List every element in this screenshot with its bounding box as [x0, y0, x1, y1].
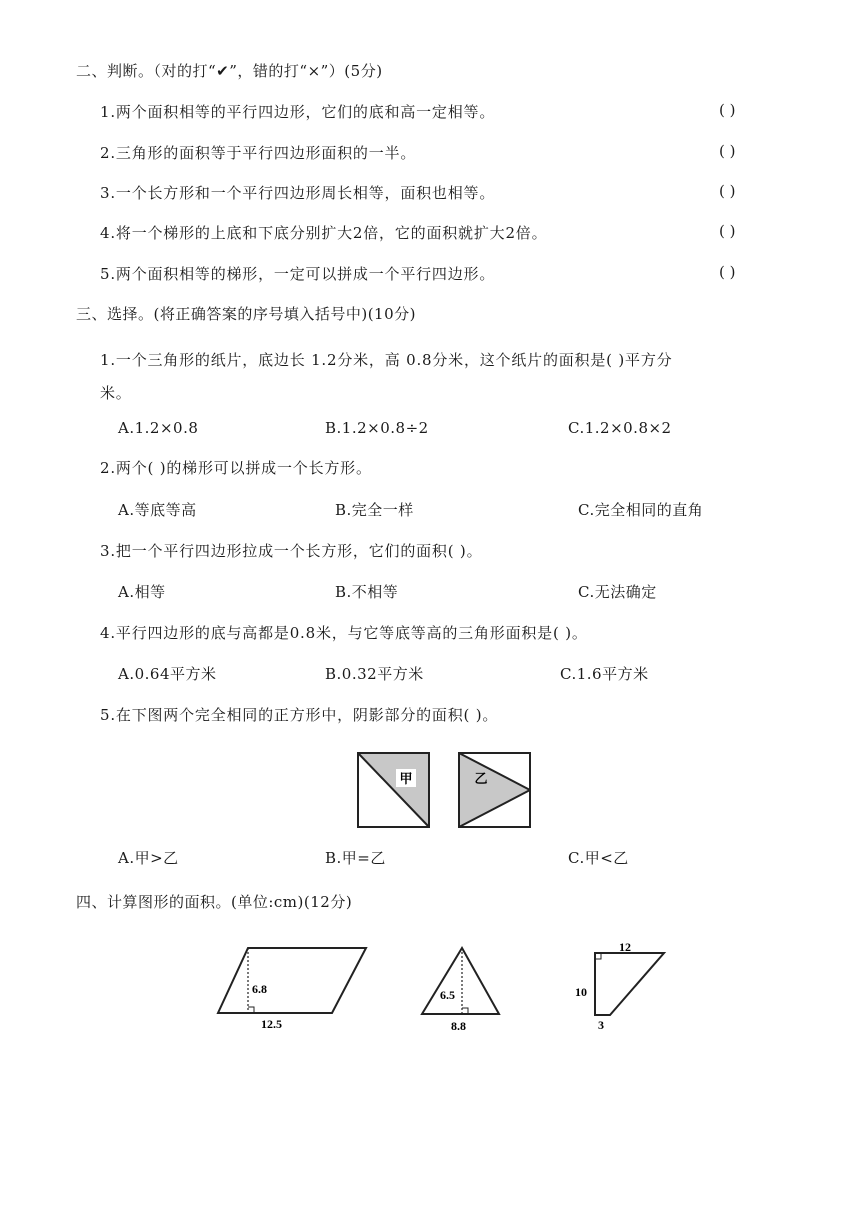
answer-paren-3[interactable]: ( ): [719, 182, 736, 200]
judge-item-2: 2.三角形的面积等于平行四边形面积的一半。: [100, 144, 417, 162]
q3-option-a: A.相等: [118, 583, 166, 601]
q1-option-c: C.1.2×0.8×2: [568, 419, 672, 437]
label-jia: 甲: [399, 772, 413, 787]
triangle-base-label: 8.8: [451, 1019, 466, 1033]
q4-option-a: A.0.64平方米: [118, 665, 217, 683]
answer-paren-5[interactable]: ( ): [719, 263, 736, 281]
judge-item-1: 1.两个面积相等的平行四边形，它们的底和高一定相等。: [100, 103, 496, 121]
q1-option-a: A.1.2×0.8: [118, 419, 199, 437]
shaded-triangle-yi: [459, 753, 530, 827]
choice-question-5: 5.在下图两个完全相同的正方形中，阴影部分的面积( )。: [100, 706, 499, 724]
trapezoid-bottom-label: 3: [598, 1018, 604, 1032]
triangle-figure: [418, 944, 518, 1034]
section-2-heading: 二、判断。（对的打“✔”，错的打“×”）(5分): [76, 62, 383, 80]
parallelogram-figure: [214, 944, 369, 1034]
trapezoid-height-label: 10: [575, 985, 587, 999]
label-yi: 乙: [474, 772, 488, 787]
q3-option-c: C.无法确定: [578, 583, 657, 601]
two-squares-figure: [354, 751, 534, 831]
q4-option-b: B.0.32平方米: [325, 665, 424, 683]
judge-item-3: 3.一个长方形和一个平行四边形周长相等，面积也相等。: [100, 184, 496, 202]
parallelogram-base-label: 12.5: [261, 1017, 282, 1031]
judge-item-4: 4.将一个梯形的上底和下底分别扩大2倍，它的面积就扩大2倍。: [100, 224, 548, 242]
q5-option-a: A.甲>乙: [118, 849, 179, 867]
section-3-heading: 三、选择。(将正确答案的序号填入括号中)(10分): [76, 305, 416, 323]
triangle-shape: [422, 948, 499, 1014]
answer-paren-4[interactable]: ( ): [719, 222, 736, 240]
answer-paren-2[interactable]: ( ): [719, 142, 736, 160]
q5-option-b: B.甲=乙: [325, 849, 386, 867]
triangle-height-label: 6.5: [440, 988, 455, 1002]
choice-question-4: 4.平行四边形的底与高都是0.8米，与它等底等高的三角形面积是( )。: [100, 624, 588, 642]
judge-item-5: 5.两个面积相等的梯形，一定可以拼成一个平行四边形。: [100, 265, 496, 283]
trapezoid-top-label: 12: [619, 940, 631, 954]
q2-option-b: B.完全一样: [335, 501, 414, 519]
choice-question-3: 3.把一个平行四边形拉成一个长方形，它们的面积( )。: [100, 542, 483, 560]
trapezoid-shape: [595, 953, 664, 1015]
q3-option-b: B.不相等: [335, 583, 399, 601]
answer-paren-1[interactable]: ( ): [719, 101, 736, 119]
trapezoid-figure: [570, 940, 670, 1035]
choice-question-2: 2.两个( )的梯形可以拼成一个长方形。: [100, 459, 372, 477]
q2-option-c: C.完全相同的直角: [578, 501, 704, 519]
q4-option-c: C.1.6平方米: [560, 665, 649, 683]
q1-option-b: B.1.2×0.8÷2: [325, 419, 429, 437]
parallelogram-shape: [218, 948, 366, 1013]
q5-option-c: C.甲<乙: [568, 849, 629, 867]
q2-option-a: A.等底等高: [118, 501, 197, 519]
section-4-heading: 四、计算图形的面积。(单位:cm)(12分): [76, 893, 353, 911]
parallelogram-height-label: 6.8: [252, 982, 267, 996]
choice-question-1-cont: 米。: [100, 384, 132, 402]
choice-question-1: 1.一个三角形的纸片，底边长 1.2分米，高 0.8分米，这个纸片的面积是( )平方分: [100, 351, 673, 369]
